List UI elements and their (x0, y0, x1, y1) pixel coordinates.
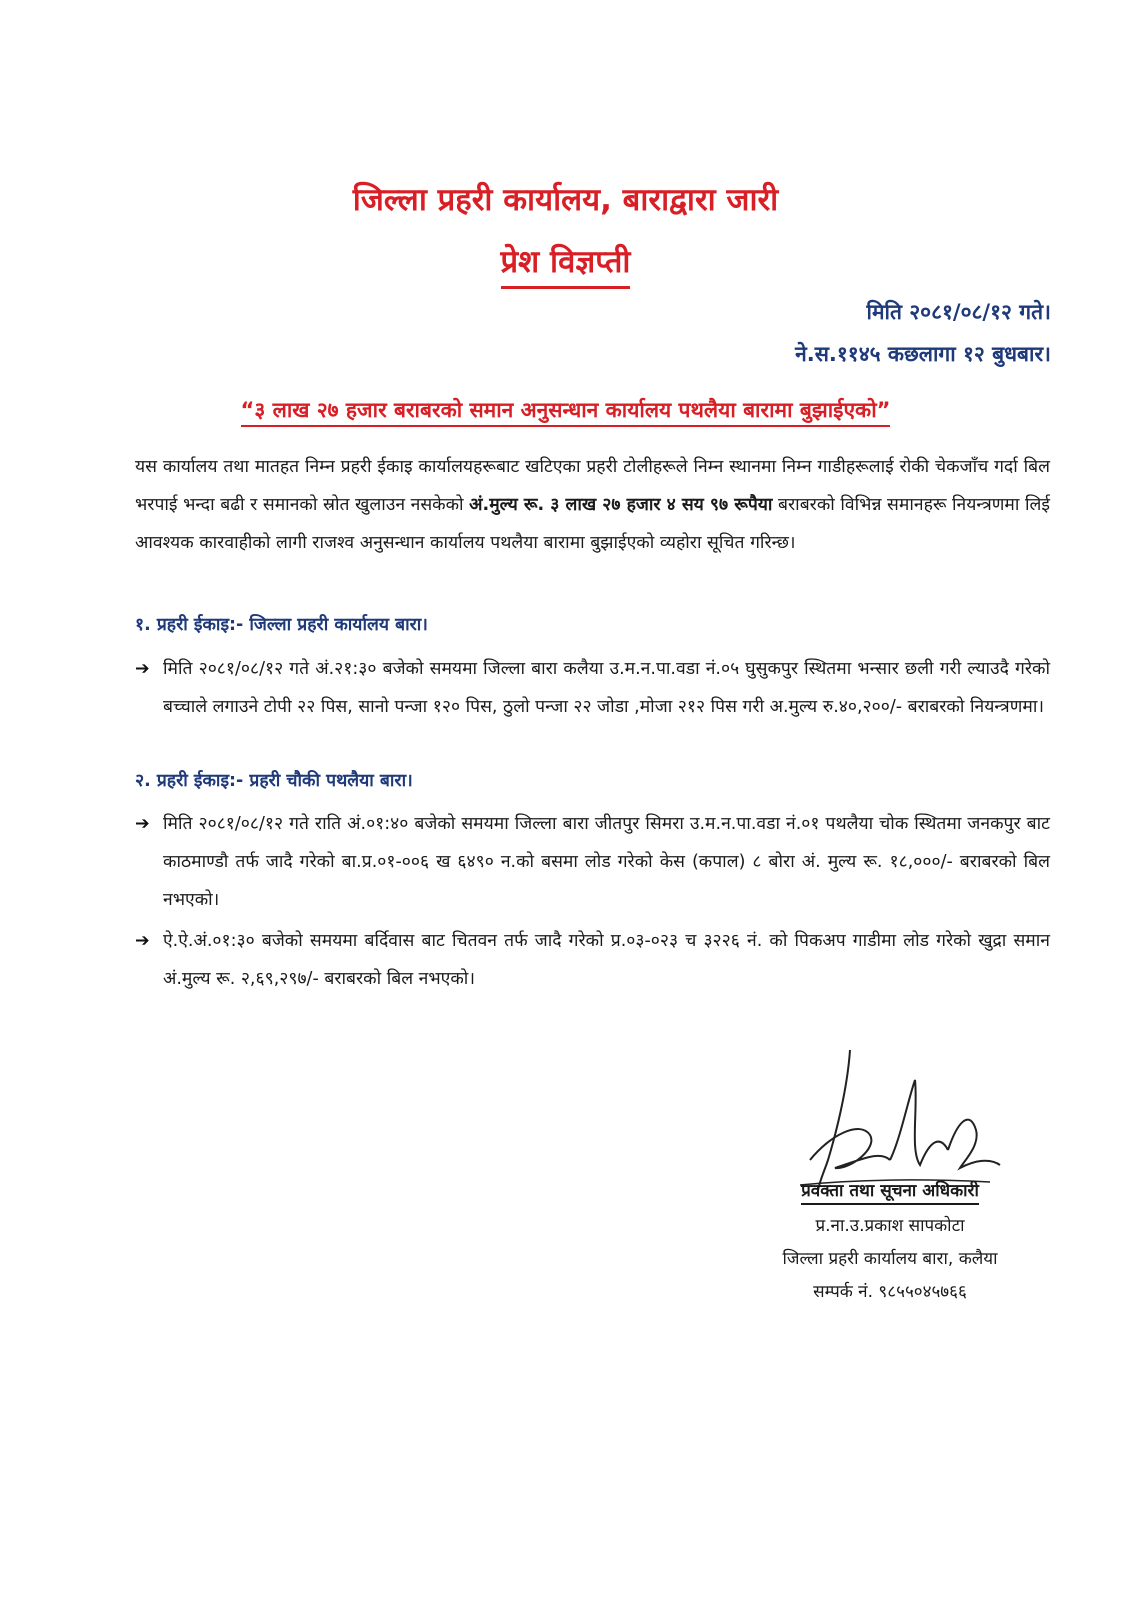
list-item-text: ऐ.ऐ.अं.०१:३० बजेको समयमा बर्दिवास बाट चितवन तर्फ जादै गरेको प्र.०३-०२३ च ३२२६ नं. को पिकअप गाडीमा लोड गरेको खुद्रा समान अं.मुल्य रू. २,६९,२९७/- बराबरको बिल नभएको। (163, 931, 1050, 989)
section-heading-2: २. प्रहरी ईकाइ:- प्रहरी चौकी पथलैया बारा। (135, 771, 413, 791)
signatory-role (740, 1175, 1040, 1208)
headline (0, 396, 1131, 424)
intro-part-2: बराबरको विभिन्न समानहरू नियन्त्रणमा लिई आवश्यक कारवाहीको लागी राजश्व अनुसन्धान कार्यालय पथलैया बारामा बुझाईएको व्यहोरा सूचित गरिन्छ। (135, 495, 1050, 553)
arrow-right-icon: ➔ (135, 814, 150, 834)
page-subtitle (0, 240, 1131, 282)
arrow-right-icon: ➔ (135, 659, 150, 679)
signatory-office: जिल्ला प्रहरी कार्यालय बारा, कलैया (782, 1249, 998, 1269)
list-item (135, 805, 1050, 919)
signatory-role-text: प्रवक्ता तथा सूचना अधिकारी (801, 1181, 979, 1205)
arrow-right-icon: ➔ (135, 931, 150, 951)
page-title: जिल्ला प्रहरी कार्यालय, बाराद्वारा जारी (352, 182, 779, 218)
intro-amount: अं.मुल्य रू. ३ लाख २७ हजार ४ सय ९७ रूपैया (469, 495, 773, 515)
intro-part-1: यस कार्यालय तथा मातहत निम्न प्रहरी ईकाइ कार्यालयहरूबाट खटिएका प्रहरी टोलीहरूले निम्न स्थानमा निम्न गाडीहरूलाई रोकी चेकजाँच गर्दा बिल भरपाई भन्दा बढी र समानको स्रोत खुलाउन नसकेको (135, 457, 1050, 515)
nepal-sambat-line: ने.स.११४५ कछलागा १२ बुधबार। (795, 342, 1051, 366)
list-item (135, 650, 1050, 726)
headline-text: “३ लाख २७ हजार बराबरको समान अनुसन्धान कार्यालय पथलैया बारामा बुझाईएको” (241, 398, 891, 427)
section-heading-1: १. प्रहरी ईकाइ:- जिल्ला प्रहरी कार्यालय बारा। (135, 615, 428, 635)
signatory-contact: सम्पर्क नं. ९८५५०४५७६६ (813, 1282, 967, 1302)
signatory-name: प्र.ना.उ.प्रकाश सापकोटा (815, 1216, 965, 1236)
intro-paragraph (135, 448, 1050, 562)
list-item-text: मिति २०८१/०८/१२ गते अं.२१:३० बजेको समयमा जिल्ला बारा कलैया उ.म.न.पा.वडा नं.०५ घुसुकपुर स्थितमा भन्सार छली गरी ल्याउदै गरेको बच्चाले लगाउने टोपी २२ पिस, सानो पन्जा १२० पिस, ठुलो पन्जा २२ जोडा ,मोजा २१२ पिस गरी अ.मुल्य रु.४०,२००/- बराबरको नियन्त्रणमा। (163, 659, 1050, 717)
date-line: मिति २०८१/०८/१२ गते। (866, 300, 1051, 324)
page-subtitle-text: प्रेश विज्ञप्ती (501, 244, 631, 289)
list-item-text: मिति २०८१/०८/१२ गते राति अं.०१:४० बजेको समयमा जिल्ला बारा जीतपुर सिमरा उ.म.न.पा.वडा नं.०१ पथलैया चोक स्थितमा जनकपुर बाट काठमाण्डौ तर्फ जादै गरेको बा.प्र.०१-००६ ख ६४९० न.को बसमा लोड गरेको केस (कपाल) ८ बोरा अं. मुल्य रू. १८,०००/- बराबरको बिल नभएको। (163, 814, 1050, 910)
list-item (135, 922, 1050, 998)
